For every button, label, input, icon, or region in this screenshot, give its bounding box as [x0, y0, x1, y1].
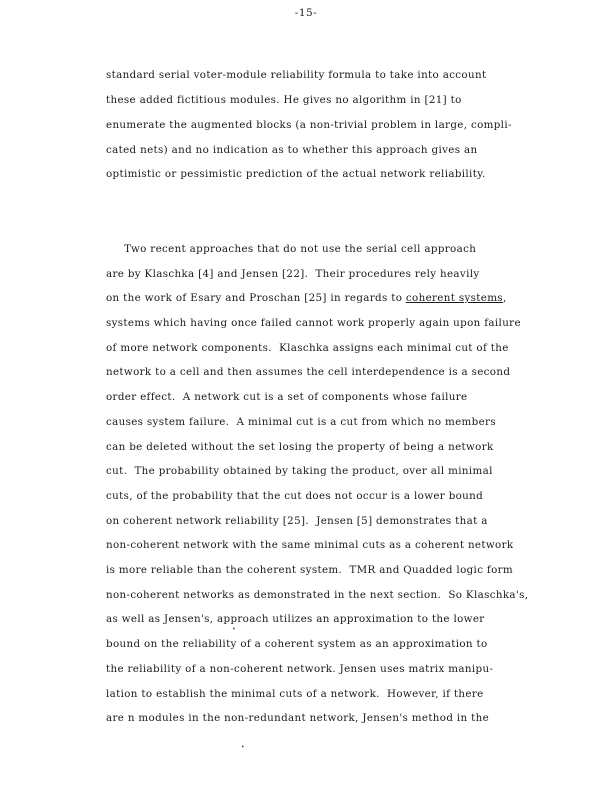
- text-line: non-coherent networks as demonstrated in the next section. So Klaschka's,: [106, 589, 529, 601]
- scan-speck: •: [232, 626, 236, 633]
- text-line: systems which having once failed cannot work properly again upon failure: [106, 317, 521, 329]
- text-line: order effect. A network cut is a set of components whose failure: [106, 391, 468, 403]
- text-line: bound on the reliability of a coherent system as an approximation to: [106, 638, 488, 650]
- text-line: can be deleted without the set losing the property of being a network: [106, 441, 494, 453]
- scan-speck: •: [241, 744, 245, 751]
- text-line: the reliability of a non-coherent network. Jensen uses matrix manipu-: [106, 663, 494, 675]
- text-line: these added fictitious modules. He gives no algorithm in [21] to: [106, 94, 462, 106]
- text-line: standard serial voter-module reliability formula to take into account: [106, 69, 487, 81]
- text-line: lation to establish the minimal cuts of a network. However, if there: [106, 688, 484, 700]
- text-line: is more reliable than the coherent system. TMR and Quadded logic form: [106, 564, 514, 576]
- text-line: non-coherent network with the same minimal cuts as a coherent network: [106, 539, 514, 551]
- text-line: on coherent network reliability [25]. Jensen [5] demonstrates that a: [106, 515, 488, 527]
- page-number: -15-: [294, 7, 318, 19]
- underlined-term: coherent systems: [405, 292, 503, 304]
- text-line: enumerate the augmented blocks (a non-trivial problem in large, compli-: [106, 119, 512, 131]
- text-line: network to a cell and then assumes the cell interdependence is a second: [106, 366, 511, 378]
- text-line: are n modules in the non-redundant network, Jensen's method in the: [106, 712, 490, 724]
- text-line: cut. The probability obtained by taking the product, over all minimal: [106, 465, 493, 477]
- text-line: cuts, of the probability that the cut does not occur is a lower bound: [106, 490, 484, 502]
- text-segment: on the work of Esary and Proschan [25] in regards to: [106, 292, 406, 304]
- text-line: causes system failure. A minimal cut is a cut from which no members: [106, 416, 496, 428]
- text-line: [106, 292, 507, 304]
- text-line: as well as Jensen's, approach utilizes an approximation to the lower: [106, 613, 485, 625]
- text-segment: ,: [502, 292, 507, 304]
- text-line: Two recent approaches that do not use the serial cell approach: [106, 243, 477, 255]
- text-line: are by Klaschka [4] and Jensen [22]. Their procedures rely heavily: [106, 268, 480, 280]
- text-line: of more network components. Klaschka assigns each minimal cut of the: [106, 342, 509, 354]
- text-line: optimistic or pessimistic prediction of the actual network reliability.: [106, 168, 486, 180]
- text-line: cated nets) and no indication as to whether this approach gives an: [106, 144, 478, 156]
